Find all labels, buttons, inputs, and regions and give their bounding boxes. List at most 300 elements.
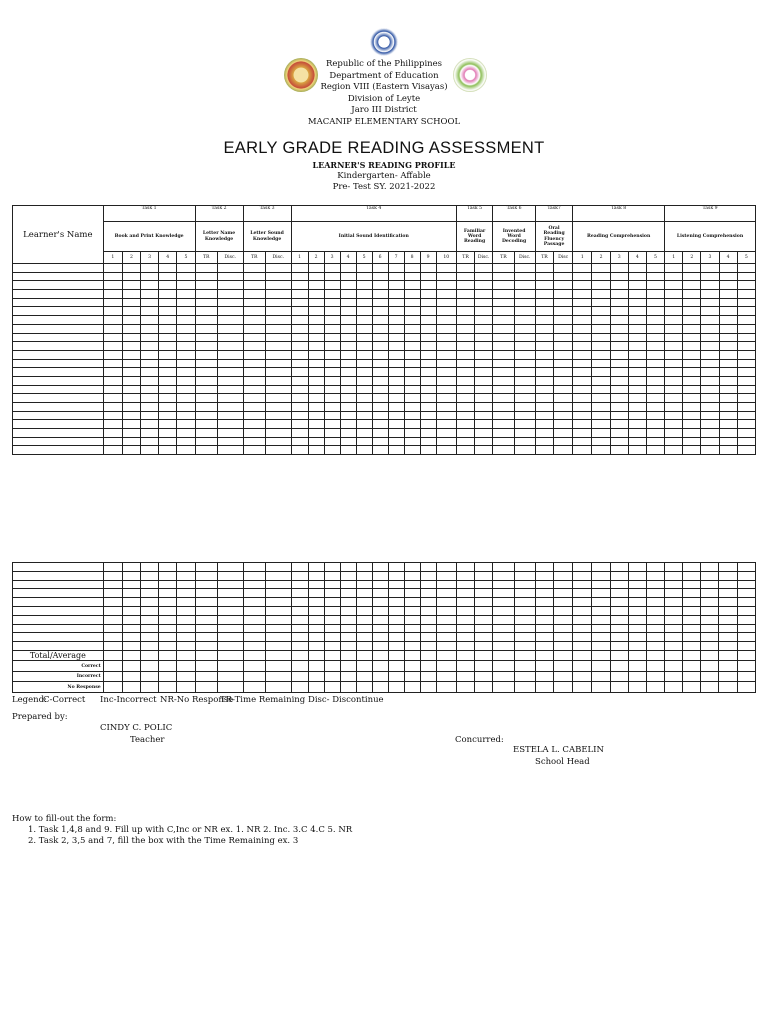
score-cell[interactable] — [535, 571, 553, 580]
score-cell[interactable] — [683, 446, 701, 455]
score-cell[interactable] — [195, 589, 217, 598]
score-cell[interactable] — [372, 376, 388, 385]
learner-name-cell[interactable] — [13, 624, 104, 633]
score-cell[interactable] — [388, 333, 404, 342]
score-cell[interactable] — [592, 394, 610, 403]
summary-cell[interactable] — [573, 682, 592, 693]
score-cell[interactable] — [217, 333, 243, 342]
score-cell[interactable] — [243, 342, 265, 351]
summary-cell[interactable] — [719, 671, 737, 682]
score-cell[interactable] — [514, 264, 535, 273]
score-cell[interactable] — [324, 580, 340, 589]
score-cell[interactable] — [372, 598, 388, 607]
score-cell[interactable] — [456, 272, 474, 281]
score-cell[interactable] — [737, 368, 755, 377]
score-cell[interactable] — [340, 264, 356, 273]
score-cell[interactable] — [646, 624, 664, 633]
score-cell[interactable] — [340, 316, 356, 325]
score-cell[interactable] — [719, 429, 737, 438]
score-cell[interactable] — [683, 350, 701, 359]
score-cell[interactable] — [217, 359, 243, 368]
score-cell[interactable] — [324, 394, 340, 403]
score-cell[interactable] — [554, 272, 573, 281]
score-cell[interactable] — [195, 350, 217, 359]
score-cell[interactable] — [340, 281, 356, 290]
score-cell[interactable] — [719, 437, 737, 446]
score-cell[interactable] — [217, 350, 243, 359]
score-cell[interactable] — [436, 385, 456, 394]
score-cell[interactable] — [436, 264, 456, 273]
score-cell[interactable] — [436, 589, 456, 598]
score-cell[interactable] — [719, 403, 737, 412]
summary-cell[interactable] — [554, 682, 573, 693]
score-cell[interactable] — [514, 368, 535, 377]
summary-cell[interactable] — [573, 650, 592, 661]
score-cell[interactable] — [372, 394, 388, 403]
score-cell[interactable] — [514, 385, 535, 394]
score-cell[interactable] — [514, 342, 535, 351]
score-cell[interactable] — [159, 420, 177, 429]
learner-name-cell[interactable] — [13, 394, 104, 403]
score-cell[interactable] — [664, 615, 682, 624]
score-cell[interactable] — [535, 333, 553, 342]
score-cell[interactable] — [665, 298, 683, 307]
score-cell[interactable] — [177, 615, 195, 624]
score-cell[interactable] — [265, 376, 291, 385]
score-cell[interactable] — [291, 598, 308, 607]
score-cell[interactable] — [420, 350, 436, 359]
score-cell[interactable] — [265, 571, 291, 580]
score-cell[interactable] — [404, 642, 420, 651]
score-cell[interactable] — [535, 642, 553, 651]
score-cell[interactable] — [265, 385, 291, 394]
score-cell[interactable] — [340, 290, 356, 299]
summary-cell[interactable] — [737, 671, 755, 682]
score-cell[interactable] — [436, 298, 456, 307]
score-cell[interactable] — [291, 281, 308, 290]
score-cell[interactable] — [493, 298, 514, 307]
score-cell[interactable] — [177, 342, 195, 351]
score-cell[interactable] — [737, 403, 755, 412]
score-cell[interactable] — [243, 333, 265, 342]
score-cell[interactable] — [291, 342, 308, 351]
score-cell[interactable] — [177, 290, 195, 299]
score-cell[interactable] — [217, 420, 243, 429]
score-cell[interactable] — [610, 290, 628, 299]
score-cell[interactable] — [683, 403, 701, 412]
summary-cell[interactable] — [420, 671, 436, 682]
score-cell[interactable] — [356, 350, 372, 359]
score-cell[interactable] — [141, 385, 159, 394]
summary-cell[interactable] — [646, 671, 664, 682]
score-cell[interactable] — [701, 316, 719, 325]
score-cell[interactable] — [554, 342, 573, 351]
score-cell[interactable] — [493, 307, 514, 316]
score-cell[interactable] — [291, 624, 308, 633]
score-cell[interactable] — [628, 589, 646, 598]
score-cell[interactable] — [554, 633, 573, 642]
score-cell[interactable] — [340, 606, 356, 615]
score-cell[interactable] — [243, 580, 265, 589]
score-cell[interactable] — [122, 394, 140, 403]
score-cell[interactable] — [356, 571, 372, 580]
score-cell[interactable] — [701, 642, 719, 651]
score-cell[interactable] — [737, 571, 755, 580]
score-cell[interactable] — [701, 598, 719, 607]
score-cell[interactable] — [243, 350, 265, 359]
summary-cell[interactable] — [177, 682, 195, 693]
score-cell[interactable] — [420, 411, 436, 420]
learner-name-cell[interactable] — [13, 359, 104, 368]
score-cell[interactable] — [141, 580, 159, 589]
score-cell[interactable] — [573, 403, 592, 412]
score-cell[interactable] — [535, 598, 553, 607]
score-cell[interactable] — [356, 589, 372, 598]
score-cell[interactable] — [177, 272, 195, 281]
summary-cell[interactable] — [308, 682, 324, 693]
score-cell[interactable] — [217, 307, 243, 316]
score-cell[interactable] — [493, 333, 514, 342]
learner-name-cell[interactable] — [13, 563, 104, 572]
score-cell[interactable] — [701, 563, 719, 572]
score-cell[interactable] — [493, 324, 514, 333]
score-cell[interactable] — [340, 324, 356, 333]
score-cell[interactable] — [340, 429, 356, 438]
summary-cell[interactable] — [535, 682, 553, 693]
score-cell[interactable] — [456, 394, 474, 403]
score-cell[interactable] — [664, 571, 682, 580]
score-cell[interactable] — [404, 350, 420, 359]
score-cell[interactable] — [265, 333, 291, 342]
score-cell[interactable] — [324, 403, 340, 412]
score-cell[interactable] — [122, 359, 140, 368]
summary-cell[interactable] — [573, 671, 592, 682]
score-cell[interactable] — [372, 307, 388, 316]
score-cell[interactable] — [683, 429, 701, 438]
score-cell[interactable] — [554, 642, 573, 651]
summary-cell[interactable] — [493, 682, 514, 693]
score-cell[interactable] — [404, 324, 420, 333]
score-cell[interactable] — [737, 411, 755, 420]
score-cell[interactable] — [664, 563, 682, 572]
score-cell[interactable] — [493, 580, 514, 589]
summary-cell[interactable] — [610, 671, 628, 682]
score-cell[interactable] — [646, 598, 664, 607]
score-cell[interactable] — [291, 633, 308, 642]
score-cell[interactable] — [103, 598, 122, 607]
score-cell[interactable] — [610, 411, 628, 420]
summary-cell[interactable] — [420, 661, 436, 672]
score-cell[interactable] — [340, 446, 356, 455]
score-cell[interactable] — [372, 571, 388, 580]
score-cell[interactable] — [308, 437, 324, 446]
score-cell[interactable] — [719, 598, 737, 607]
score-cell[interactable] — [554, 394, 573, 403]
score-cell[interactable] — [141, 281, 159, 290]
score-cell[interactable] — [122, 281, 140, 290]
score-cell[interactable] — [159, 368, 177, 377]
score-cell[interactable] — [243, 264, 265, 273]
score-cell[interactable] — [436, 333, 456, 342]
score-cell[interactable] — [291, 307, 308, 316]
score-cell[interactable] — [340, 411, 356, 420]
score-cell[interactable] — [436, 606, 456, 615]
score-cell[interactable] — [103, 264, 122, 273]
score-cell[interactable] — [436, 368, 456, 377]
score-cell[interactable] — [592, 420, 610, 429]
summary-cell[interactable] — [610, 661, 628, 672]
score-cell[interactable] — [535, 368, 553, 377]
summary-cell[interactable] — [177, 661, 195, 672]
summary-cell[interactable] — [701, 650, 719, 661]
score-cell[interactable] — [493, 394, 514, 403]
score-cell[interactable] — [388, 606, 404, 615]
score-cell[interactable] — [456, 264, 474, 273]
score-cell[interactable] — [683, 571, 701, 580]
score-cell[interactable] — [217, 446, 243, 455]
score-cell[interactable] — [456, 359, 474, 368]
summary-cell[interactable] — [217, 671, 243, 682]
score-cell[interactable] — [195, 615, 217, 624]
score-cell[interactable] — [308, 281, 324, 290]
score-cell[interactable] — [719, 411, 737, 420]
summary-cell[interactable] — [493, 650, 514, 661]
score-cell[interactable] — [122, 376, 140, 385]
score-cell[interactable] — [217, 615, 243, 624]
score-cell[interactable] — [514, 272, 535, 281]
score-cell[interactable] — [265, 403, 291, 412]
score-cell[interactable] — [554, 333, 573, 342]
score-cell[interactable] — [404, 281, 420, 290]
score-cell[interactable] — [628, 272, 646, 281]
score-cell[interactable] — [291, 298, 308, 307]
score-cell[interactable] — [610, 264, 628, 273]
score-cell[interactable] — [683, 437, 701, 446]
score-cell[interactable] — [291, 376, 308, 385]
summary-cell[interactable] — [291, 682, 308, 693]
score-cell[interactable] — [737, 307, 755, 316]
score-cell[interactable] — [141, 316, 159, 325]
score-cell[interactable] — [217, 264, 243, 273]
score-cell[interactable] — [737, 342, 755, 351]
score-cell[interactable] — [646, 615, 664, 624]
score-cell[interactable] — [324, 563, 340, 572]
score-cell[interactable] — [291, 589, 308, 598]
score-cell[interactable] — [324, 429, 340, 438]
score-cell[interactable] — [514, 580, 535, 589]
score-cell[interactable] — [628, 342, 646, 351]
score-cell[interactable] — [177, 563, 195, 572]
score-cell[interactable] — [737, 429, 755, 438]
summary-cell[interactable] — [420, 650, 436, 661]
score-cell[interactable] — [592, 642, 610, 651]
score-cell[interactable] — [122, 403, 140, 412]
score-cell[interactable] — [177, 429, 195, 438]
score-cell[interactable] — [243, 411, 265, 420]
summary-cell[interactable] — [159, 682, 177, 693]
score-cell[interactable] — [356, 580, 372, 589]
score-cell[interactable] — [493, 385, 514, 394]
score-cell[interactable] — [372, 615, 388, 624]
score-cell[interactable] — [372, 385, 388, 394]
learner-name-cell[interactable] — [13, 420, 104, 429]
score-cell[interactable] — [436, 429, 456, 438]
learner-name-cell[interactable] — [13, 307, 104, 316]
score-cell[interactable] — [324, 359, 340, 368]
score-cell[interactable] — [340, 376, 356, 385]
score-cell[interactable] — [141, 420, 159, 429]
score-cell[interactable] — [475, 272, 493, 281]
score-cell[interactable] — [291, 333, 308, 342]
score-cell[interactable] — [628, 359, 646, 368]
score-cell[interactable] — [456, 633, 474, 642]
score-cell[interactable] — [340, 342, 356, 351]
score-cell[interactable] — [573, 642, 592, 651]
score-cell[interactable] — [356, 598, 372, 607]
summary-cell[interactable] — [719, 661, 737, 672]
score-cell[interactable] — [404, 333, 420, 342]
score-cell[interactable] — [141, 368, 159, 377]
score-cell[interactable] — [701, 307, 719, 316]
score-cell[interactable] — [372, 633, 388, 642]
summary-cell[interactable] — [535, 661, 553, 672]
score-cell[interactable] — [701, 350, 719, 359]
score-cell[interactable] — [420, 429, 436, 438]
score-cell[interactable] — [372, 563, 388, 572]
score-cell[interactable] — [103, 446, 122, 455]
score-cell[interactable] — [554, 598, 573, 607]
summary-cell[interactable] — [103, 650, 122, 661]
score-cell[interactable] — [159, 437, 177, 446]
score-cell[interactable] — [456, 385, 474, 394]
score-cell[interactable] — [177, 307, 195, 316]
score-cell[interactable] — [356, 333, 372, 342]
score-cell[interactable] — [573, 333, 592, 342]
learner-name-cell[interactable] — [13, 333, 104, 342]
score-cell[interactable] — [217, 403, 243, 412]
summary-cell[interactable] — [628, 661, 646, 672]
score-cell[interactable] — [610, 633, 628, 642]
score-cell[interactable] — [475, 281, 493, 290]
score-cell[interactable] — [195, 642, 217, 651]
score-cell[interactable] — [493, 342, 514, 351]
score-cell[interactable] — [324, 420, 340, 429]
score-cell[interactable] — [420, 333, 436, 342]
learner-name-cell[interactable] — [13, 411, 104, 420]
score-cell[interactable] — [573, 411, 592, 420]
score-cell[interactable] — [493, 368, 514, 377]
score-cell[interactable] — [177, 333, 195, 342]
learner-name-cell[interactable] — [13, 350, 104, 359]
learner-name-cell[interactable] — [13, 272, 104, 281]
score-cell[interactable] — [535, 350, 553, 359]
score-cell[interactable] — [646, 633, 664, 642]
score-cell[interactable] — [372, 298, 388, 307]
score-cell[interactable] — [265, 429, 291, 438]
score-cell[interactable] — [340, 385, 356, 394]
score-cell[interactable] — [493, 446, 514, 455]
summary-cell[interactable] — [475, 682, 493, 693]
score-cell[interactable] — [420, 264, 436, 273]
score-cell[interactable] — [683, 307, 701, 316]
score-cell[interactable] — [436, 281, 456, 290]
summary-cell[interactable] — [592, 661, 610, 672]
score-cell[interactable] — [737, 633, 755, 642]
score-cell[interactable] — [372, 429, 388, 438]
summary-cell[interactable] — [514, 650, 535, 661]
score-cell[interactable] — [291, 272, 308, 281]
score-cell[interactable] — [308, 324, 324, 333]
score-cell[interactable] — [493, 633, 514, 642]
score-cell[interactable] — [665, 420, 683, 429]
summary-cell[interactable] — [159, 650, 177, 661]
score-cell[interactable] — [291, 264, 308, 273]
score-cell[interactable] — [554, 359, 573, 368]
score-cell[interactable] — [665, 290, 683, 299]
score-cell[interactable] — [404, 264, 420, 273]
score-cell[interactable] — [308, 624, 324, 633]
score-cell[interactable] — [388, 624, 404, 633]
score-cell[interactable] — [265, 298, 291, 307]
score-cell[interactable] — [324, 342, 340, 351]
learner-name-cell[interactable] — [13, 290, 104, 299]
summary-cell[interactable] — [217, 650, 243, 661]
score-cell[interactable] — [291, 290, 308, 299]
score-cell[interactable] — [103, 316, 122, 325]
score-cell[interactable] — [420, 376, 436, 385]
score-cell[interactable] — [737, 606, 755, 615]
score-cell[interactable] — [701, 385, 719, 394]
score-cell[interactable] — [308, 615, 324, 624]
score-cell[interactable] — [493, 571, 514, 580]
score-cell[interactable] — [388, 307, 404, 316]
score-cell[interactable] — [195, 563, 217, 572]
score-cell[interactable] — [683, 642, 701, 651]
score-cell[interactable] — [265, 642, 291, 651]
score-cell[interactable] — [243, 624, 265, 633]
score-cell[interactable] — [265, 633, 291, 642]
score-cell[interactable] — [103, 350, 122, 359]
summary-cell[interactable] — [265, 661, 291, 672]
score-cell[interactable] — [535, 376, 553, 385]
score-cell[interactable] — [535, 633, 553, 642]
score-cell[interactable] — [217, 290, 243, 299]
score-cell[interactable] — [103, 376, 122, 385]
score-cell[interactable] — [308, 429, 324, 438]
score-cell[interactable] — [388, 342, 404, 351]
summary-cell[interactable] — [340, 671, 356, 682]
score-cell[interactable] — [592, 589, 610, 598]
score-cell[interactable] — [646, 420, 664, 429]
score-cell[interactable] — [436, 394, 456, 403]
score-cell[interactable] — [737, 316, 755, 325]
score-cell[interactable] — [404, 420, 420, 429]
score-cell[interactable] — [514, 446, 535, 455]
summary-cell[interactable] — [493, 661, 514, 672]
summary-cell[interactable] — [356, 661, 372, 672]
score-cell[interactable] — [159, 376, 177, 385]
score-cell[interactable] — [475, 385, 493, 394]
score-cell[interactable] — [592, 633, 610, 642]
score-cell[interactable] — [436, 307, 456, 316]
summary-cell[interactable] — [701, 661, 719, 672]
score-cell[interactable] — [324, 571, 340, 580]
score-cell[interactable] — [308, 420, 324, 429]
score-cell[interactable] — [177, 624, 195, 633]
score-cell[interactable] — [291, 429, 308, 438]
score-cell[interactable] — [420, 385, 436, 394]
score-cell[interactable] — [372, 606, 388, 615]
